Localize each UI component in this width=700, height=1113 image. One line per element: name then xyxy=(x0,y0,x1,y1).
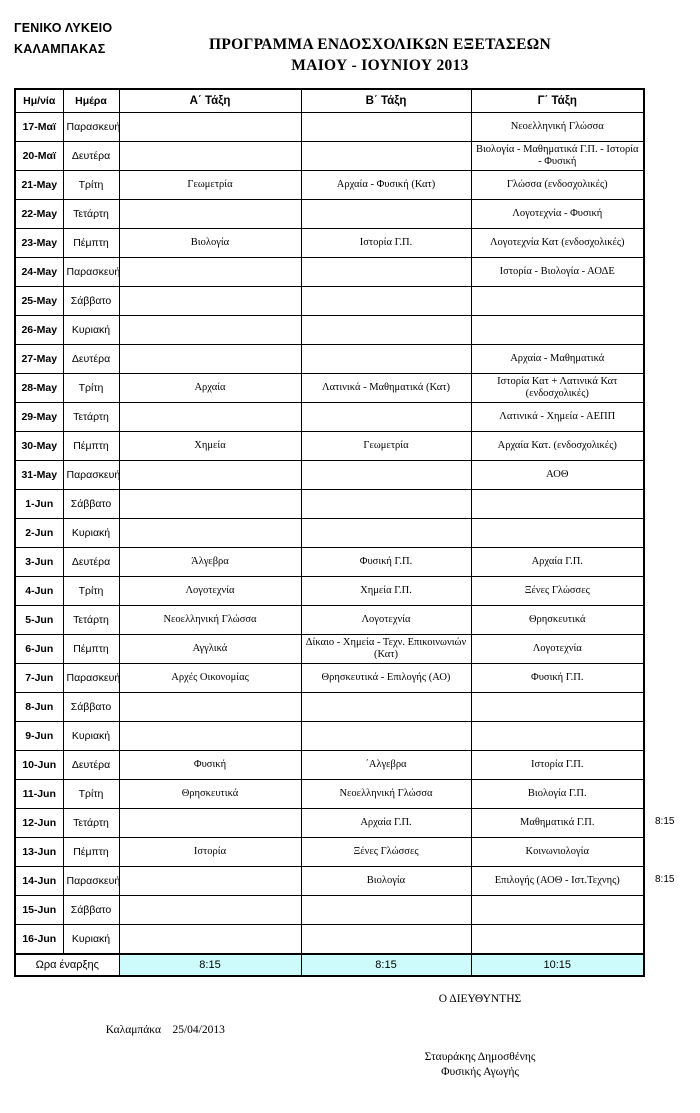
cell-grade-a: Άλγεβρα xyxy=(119,548,301,577)
column-header-grade-b: Β΄ Τάξη xyxy=(301,89,471,113)
cell-grade-b xyxy=(301,896,471,925)
cell-grade-b: Αρχαία Γ.Π. xyxy=(301,809,471,838)
cell-grade-b: Δίκαιο - Χημεία - Τεχν. Επικοινωνιών (Κατ) xyxy=(301,635,471,664)
cell-grade-a: Ιστορία xyxy=(119,838,301,867)
cell-day: Σάββατο xyxy=(63,693,119,722)
table-row xyxy=(15,113,644,142)
cell-grade-b: Λογοτεχνία xyxy=(301,606,471,635)
cell-date: 13-Jun xyxy=(15,838,63,867)
cell-grade-b: ΄Αλγεβρα xyxy=(301,751,471,780)
cell-date: 3-Jun xyxy=(15,548,63,577)
table-row xyxy=(15,925,644,954)
cell-date: 7-Jun xyxy=(15,664,63,693)
cell-grade-c: Λογοτεχνία xyxy=(471,635,644,664)
cell-grade-c: Φυσική Γ.Π. xyxy=(471,664,644,693)
cell-grade-b xyxy=(301,925,471,954)
cell-date: 1-Jun xyxy=(15,490,63,519)
cell-grade-c: Κοινωνιολογία xyxy=(471,838,644,867)
start-time-grade-c: 10:15 xyxy=(471,954,644,976)
table-row xyxy=(15,809,644,838)
table-row xyxy=(15,258,644,287)
cell-date: 12-Jun xyxy=(15,809,63,838)
cell-grade-c: Βιολογία Γ.Π. xyxy=(471,780,644,809)
cell-grade-a xyxy=(119,896,301,925)
cell-grade-b: Λατινικά - Μαθηματικά (Κατ) xyxy=(301,374,471,403)
start-time-grade-a: 8:15 xyxy=(119,954,301,976)
cell-grade-c xyxy=(471,287,644,316)
table-row xyxy=(15,432,644,461)
cell-grade-b: Γεωμετρία xyxy=(301,432,471,461)
cell-grade-a xyxy=(119,403,301,432)
cell-grade-a: Αρχές Οικονομίας xyxy=(119,664,301,693)
cell-grade-c xyxy=(471,896,644,925)
cell-grade-a xyxy=(119,200,301,229)
page-title-line1: ΠΡΟΓΡΑΜΜΑ ΕΝΔΟΣΧΟΛΙΚΩΝ ΕΞΕΤΑΣΕΩΝ xyxy=(208,36,552,53)
cell-grade-c: Βιολογία - Μαθηματικά Γ.Π. - Ιστορία - Φυσική xyxy=(471,142,644,171)
table-row xyxy=(15,461,644,490)
cell-date: 6-Jun xyxy=(15,635,63,664)
table-row xyxy=(15,403,644,432)
cell-day: Δευτέρα xyxy=(63,142,119,171)
cell-grade-c: Ιστορία - Βιολογία - ΑΟΔΕ xyxy=(471,258,644,287)
cell-date: 23-May xyxy=(15,229,63,258)
cell-date: 14-Jun xyxy=(15,867,63,896)
cell-date: 29-May xyxy=(15,403,63,432)
cell-grade-c: Λατινικά - Χημεία - ΑΕΠΠ xyxy=(471,403,644,432)
table-body xyxy=(15,113,644,954)
cell-day: Παρασκευή xyxy=(63,461,119,490)
cell-grade-a: Αγγλικά xyxy=(119,635,301,664)
cell-day: Κυριακή xyxy=(63,925,119,954)
cell-grade-b xyxy=(301,200,471,229)
cell-grade-b xyxy=(301,316,471,345)
cell-grade-c: Αρχαία - Μαθηματικά xyxy=(471,345,644,374)
cell-day: Τετάρτη xyxy=(63,200,119,229)
cell-day: Παρασκευή xyxy=(63,113,119,142)
cell-date: 11-Jun xyxy=(15,780,63,809)
cell-grade-c xyxy=(471,925,644,954)
start-time-label: Ωρα έναρξης xyxy=(15,954,119,976)
cell-grade-b: Αρχαία - Φυσική (Κατ) xyxy=(301,171,471,200)
cell-date: 27-May xyxy=(15,345,63,374)
cell-date: 25-May xyxy=(15,287,63,316)
school-name-line1: ΓΕΝΙΚΟ ΛΥΚΕΙΟ xyxy=(14,21,113,35)
cell-grade-a xyxy=(119,287,301,316)
cell-date: 9-Jun xyxy=(15,722,63,751)
cell-grade-c: Ξένες Γλώσσες xyxy=(471,577,644,606)
page-title xyxy=(120,34,640,76)
column-header-grade-c: Γ΄ Τάξη xyxy=(471,89,644,113)
cell-grade-a: Αρχαία xyxy=(119,374,301,403)
cell-grade-a xyxy=(119,867,301,896)
school-name-line2: ΚΑΛΑΜΠΑΚΑΣ xyxy=(14,42,106,56)
column-header-day: Ημέρα xyxy=(63,89,119,113)
cell-grade-c: Ιστορία Κατ + Λατινικά Κατ (ενδοσχολικές) xyxy=(471,374,644,403)
cell-grade-c: Λογοτεχνία Κατ (ενδοσχολικές) xyxy=(471,229,644,258)
table-row xyxy=(15,577,644,606)
cell-grade-a: Θρησκευτικά xyxy=(119,780,301,809)
start-time-row xyxy=(15,954,644,976)
table-row xyxy=(15,896,644,925)
cell-day: Σάββατο xyxy=(63,490,119,519)
cell-date: 30-May xyxy=(15,432,63,461)
cell-date: 8-Jun xyxy=(15,693,63,722)
table-row xyxy=(15,693,644,722)
table-row xyxy=(15,316,644,345)
cell-grade-b xyxy=(301,722,471,751)
table-row xyxy=(15,867,644,896)
table-row xyxy=(15,490,644,519)
cell-day: Σάββατο xyxy=(63,896,119,925)
table-row xyxy=(15,345,644,374)
cell-grade-b xyxy=(301,287,471,316)
table-row xyxy=(15,229,644,258)
cell-grade-a xyxy=(119,461,301,490)
cell-grade-a xyxy=(119,142,301,171)
table-row xyxy=(15,606,644,635)
cell-grade-c xyxy=(471,693,644,722)
cell-date: 22-May xyxy=(15,200,63,229)
exam-schedule-table xyxy=(14,88,645,977)
cell-day: Τετάρτη xyxy=(63,403,119,432)
cell-grade-b xyxy=(301,345,471,374)
cell-grade-c xyxy=(471,722,644,751)
column-header-date: Ημ/νία xyxy=(15,89,63,113)
table-row xyxy=(15,780,644,809)
cell-grade-b: Θρησκευτικά - Επιλογής (ΑΟ) xyxy=(301,664,471,693)
cell-date: 24-May xyxy=(15,258,63,287)
cell-date: 17-Μαϊ xyxy=(15,113,63,142)
cell-grade-b: Νεοελληνική Γλώσσα xyxy=(301,780,471,809)
table-row xyxy=(15,635,644,664)
cell-day: Παρασκευή xyxy=(63,867,119,896)
table-header xyxy=(15,89,644,113)
cell-grade-a xyxy=(119,925,301,954)
cell-day: Τετάρτη xyxy=(63,606,119,635)
cell-grade-c: Θρησκευτικά xyxy=(471,606,644,635)
cell-grade-b xyxy=(301,461,471,490)
cell-grade-b: Βιολογία xyxy=(301,867,471,896)
table-footer xyxy=(15,954,644,976)
director-label: Ο ΔΙΕΥΘΥΝΤΗΣ xyxy=(438,993,522,1005)
cell-date: 2-Jun xyxy=(15,519,63,548)
cell-grade-a xyxy=(119,490,301,519)
table-row xyxy=(15,519,644,548)
director-name: Σταυράκης Δημοσθένης xyxy=(424,1051,536,1063)
cell-grade-a xyxy=(119,693,301,722)
start-time-grade-b: 8:15 xyxy=(301,954,471,976)
cell-day: Πέμπτη xyxy=(63,432,119,461)
cell-grade-c: ΑΟΘ xyxy=(471,461,644,490)
cell-grade-c: Γλώσσα (ενδοσχολικές) xyxy=(471,171,644,200)
cell-day: Τρίτη xyxy=(63,171,119,200)
cell-date: 31-May xyxy=(15,461,63,490)
cell-grade-c xyxy=(471,490,644,519)
cell-day: Πέμπτη xyxy=(63,635,119,664)
cell-grade-b xyxy=(301,693,471,722)
cell-grade-b: Ξένες Γλώσσες xyxy=(301,838,471,867)
cell-grade-a xyxy=(119,316,301,345)
cell-grade-b: Φυσική Γ.Π. xyxy=(301,548,471,577)
cell-grade-c: Νεοελληνική Γλώσσα xyxy=(471,113,644,142)
cell-grade-c: Ιστορία Γ.Π. xyxy=(471,751,644,780)
cell-grade-b: Ιστορία Γ.Π. xyxy=(301,229,471,258)
table-row xyxy=(15,838,644,867)
cell-grade-a xyxy=(119,113,301,142)
cell-grade-b xyxy=(301,490,471,519)
cell-grade-a: Βιολογία xyxy=(119,229,301,258)
director-role: Φυσικής Αγωγής xyxy=(441,1066,519,1078)
schedule-table-container xyxy=(14,88,643,977)
table-row xyxy=(15,171,644,200)
cell-day: Παρασκευή xyxy=(63,258,119,287)
cell-date: 16-Jun xyxy=(15,925,63,954)
cell-grade-c: Επιλογής (ΑΟΘ - Ιστ.Τεχνης) xyxy=(471,867,644,896)
cell-grade-c: Αρχαία Γ.Π. xyxy=(471,548,644,577)
cell-day: Πέμπτη xyxy=(63,229,119,258)
cell-grade-b xyxy=(301,113,471,142)
cell-grade-b: Χημεία Γ.Π. xyxy=(301,577,471,606)
table-row xyxy=(15,287,644,316)
cell-day: Κυριακή xyxy=(63,316,119,345)
cell-day: Τρίτη xyxy=(63,374,119,403)
cell-day: Παρασκευή xyxy=(63,664,119,693)
cell-grade-a xyxy=(119,345,301,374)
cell-grade-a xyxy=(119,258,301,287)
cell-grade-c: Μαθηματικά Γ.Π. xyxy=(471,809,644,838)
cell-day: Τρίτη xyxy=(63,577,119,606)
date-label: 25/04/2013 xyxy=(172,1024,225,1036)
column-header-grade-a: Α΄ Τάξη xyxy=(119,89,301,113)
cell-date: 28-May xyxy=(15,374,63,403)
table-row xyxy=(15,664,644,693)
cell-day: Δευτέρα xyxy=(63,548,119,577)
table-row xyxy=(15,200,644,229)
start-time-note: 8:15 xyxy=(655,874,675,885)
table-header-row xyxy=(15,89,644,113)
director-signature xyxy=(350,1050,610,1080)
cell-grade-b xyxy=(301,258,471,287)
place-label: Καλαμπάκα xyxy=(105,1024,161,1036)
place-and-date xyxy=(100,1012,225,1036)
cell-date: 5-Jun xyxy=(15,606,63,635)
cell-date: 26-May xyxy=(15,316,63,345)
cell-grade-a xyxy=(119,519,301,548)
cell-grade-a: Λογοτεχνία xyxy=(119,577,301,606)
cell-date: 20-Μαϊ xyxy=(15,142,63,171)
cell-day: Κυριακή xyxy=(63,519,119,548)
cell-grade-a xyxy=(119,722,301,751)
cell-day: Τετάρτη xyxy=(63,809,119,838)
cell-date: 21-May xyxy=(15,171,63,200)
cell-day: Δευτέρα xyxy=(63,345,119,374)
cell-grade-a: Νεοελληνική Γλώσσα xyxy=(119,606,301,635)
table-row xyxy=(15,142,644,171)
cell-grade-b xyxy=(301,142,471,171)
cell-grade-a: Γεωμετρία xyxy=(119,171,301,200)
cell-day: Πέμπτη xyxy=(63,838,119,867)
cell-day: Τρίτη xyxy=(63,780,119,809)
cell-grade-a xyxy=(119,809,301,838)
cell-date: 10-Jun xyxy=(15,751,63,780)
cell-grade-b xyxy=(301,403,471,432)
cell-grade-c xyxy=(471,316,644,345)
page-title-line2: ΜΑΙΟΥ - ΙΟΥΝΙΟΥ 2013 xyxy=(291,57,469,74)
cell-grade-a: Χημεία xyxy=(119,432,301,461)
cell-grade-a: Φυσική xyxy=(119,751,301,780)
cell-grade-c xyxy=(471,519,644,548)
cell-grade-c: Αρχαία Κατ. (ενδοσχολικές) xyxy=(471,432,644,461)
table-row xyxy=(15,722,644,751)
cell-date: 4-Jun xyxy=(15,577,63,606)
cell-day: Κυριακή xyxy=(63,722,119,751)
start-time-note: 8:15 xyxy=(655,816,675,827)
table-row xyxy=(15,751,644,780)
cell-date: 15-Jun xyxy=(15,896,63,925)
cell-grade-b xyxy=(301,519,471,548)
table-row xyxy=(15,548,644,577)
table-row xyxy=(15,374,644,403)
cell-day: Δευτέρα xyxy=(63,751,119,780)
cell-day: Σάββατο xyxy=(63,287,119,316)
cell-grade-c: Λογοτεχνία - Φυσική xyxy=(471,200,644,229)
